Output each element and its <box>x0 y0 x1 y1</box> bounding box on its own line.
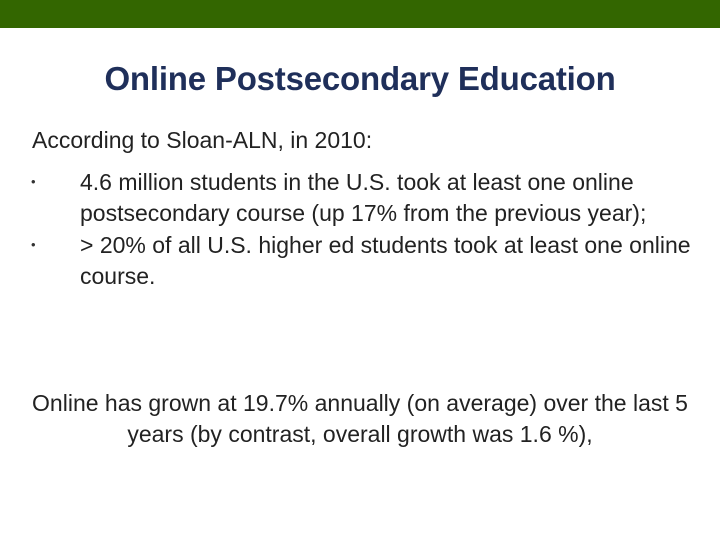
bullet-icon: • <box>31 237 36 252</box>
slide-title: Online Postsecondary Education <box>104 60 616 97</box>
bullet-text: 4.6 million students in the U.S. took at least one online postsecondary course (up 17% from the previous year); <box>80 169 647 226</box>
bullet-text: > 20% of all U.S. higher ed students took at least one online course. <box>80 232 691 289</box>
growth-summary: Online has grown at 19.7% annually (on average) over the last 5 years (by contrast, overall growth was 1.6 %), <box>32 390 688 447</box>
bullet-item-higher-ed-share <box>0 230 700 291</box>
bullet-item-online-students <box>0 167 700 228</box>
bullet-icon: • <box>31 174 36 189</box>
intro-text: According to Sloan-ALN, in 2010: <box>32 127 373 153</box>
bullet-list <box>0 167 720 291</box>
header-accent-bar <box>0 0 720 28</box>
